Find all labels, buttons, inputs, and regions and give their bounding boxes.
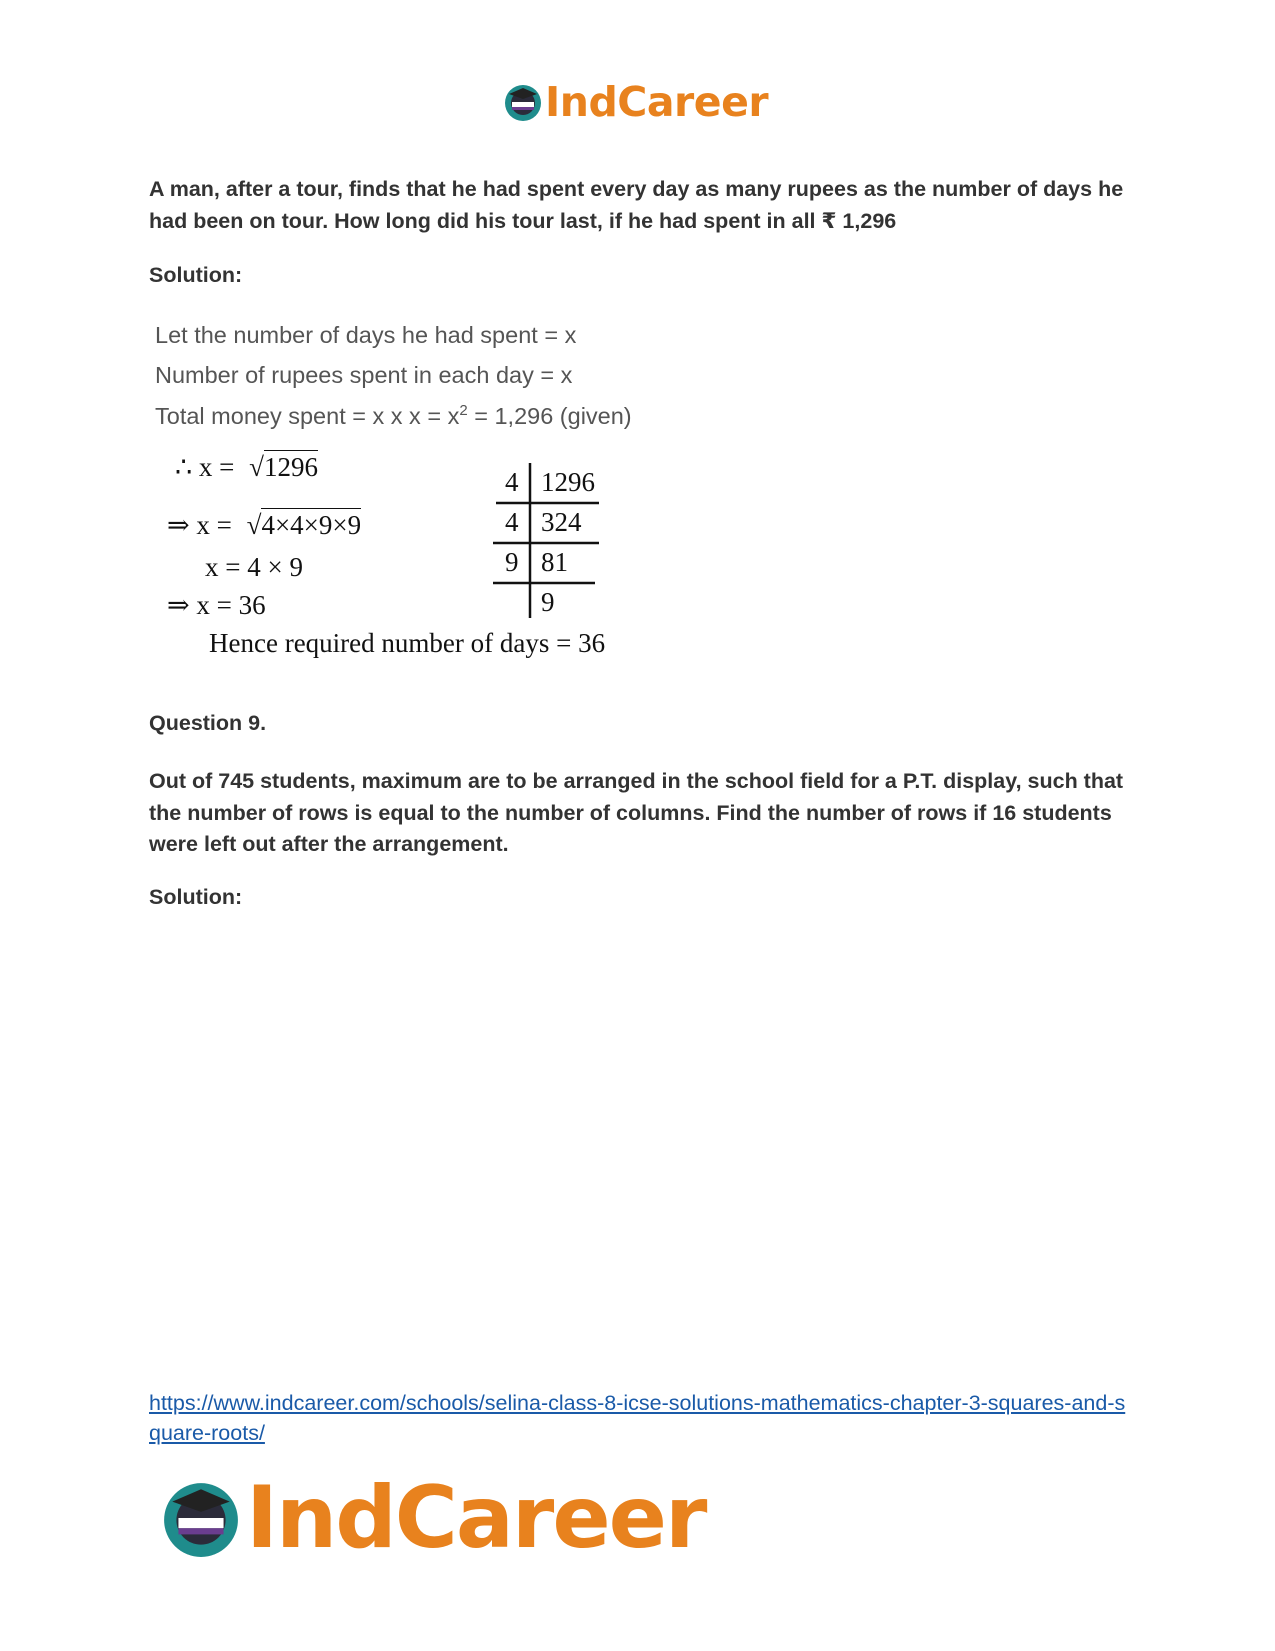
solution-label: Solution: bbox=[149, 263, 243, 287]
dividend: 1296 bbox=[541, 467, 595, 497]
question-text: A man, after a tour, finds that he had spent every day as many rupees as the number of days he had been on tour. How long did his tour last, if he had spent in all ₹ 1,296 bbox=[149, 177, 1124, 233]
solution-line-1: Let the number of days he had spent = x bbox=[155, 322, 577, 348]
step-1: ∴ x = √1296 bbox=[175, 452, 318, 482]
footer-logo bbox=[160, 1468, 705, 1568]
question-9-label: Question 9. bbox=[149, 711, 267, 735]
dividend: 324 bbox=[541, 507, 582, 537]
step-4: ⇒ x = 36 bbox=[167, 590, 266, 620]
prime-division-table bbox=[493, 463, 613, 633]
logo-wordmark: IndCareer bbox=[246, 1468, 706, 1568]
solution-line-2: Number of rupees spent in each day = x bbox=[155, 362, 573, 388]
conclusion: Hence required number of days = 36 bbox=[209, 628, 606, 658]
graduation-book-icon bbox=[503, 82, 543, 122]
divisor: 4 bbox=[505, 467, 519, 497]
logo-wordmark: IndCareer bbox=[545, 78, 769, 126]
header-logo bbox=[503, 78, 768, 126]
solution-line-3: Total money spent = x x $x = x^2 = 1,296$ (given) bbox=[155, 402, 632, 429]
dividend: 81 bbox=[541, 547, 568, 577]
dividend: 9 bbox=[541, 587, 555, 617]
graduation-book-icon bbox=[160, 1477, 242, 1559]
solution-image bbox=[153, 322, 673, 682]
question-9-text: Out of 745 students, maximum are to be arranged in the school field for a P.T. display, such that the number of rows is equal to the number of columns. Find the number of rows if 16 students were left out after the arrangement. bbox=[149, 769, 1124, 856]
source-link[interactable]: https://www.indcareer.com/schools/selina-class-8-icse-solutions-mathematics-chapter-3-squares-and-square-roots/ bbox=[149, 1391, 1126, 1445]
divisor: 9 bbox=[505, 547, 519, 577]
solution-label-2: Solution: bbox=[149, 885, 243, 909]
step-2: ⇒ x = √4×4×9×9 bbox=[167, 510, 362, 540]
divisor: 4 bbox=[505, 507, 519, 537]
step-3: x = 4 × 9 bbox=[205, 552, 303, 582]
